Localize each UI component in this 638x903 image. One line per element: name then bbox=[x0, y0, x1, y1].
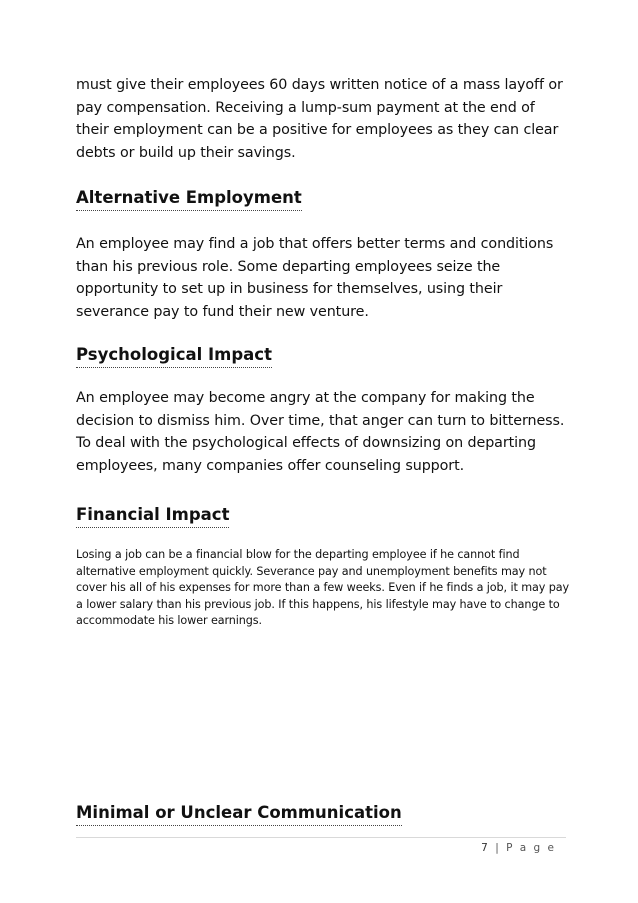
intro-paragraph: must give their employees 60 days written notice of a mass layoff or pay compensation. Receiving a lump-sum payment at the end of their employment can be a positive for employees as they can clear debts or build up their savings. bbox=[76, 77, 563, 161]
heading-alternative-employment: Alternative Employment bbox=[76, 187, 302, 211]
heading-financial-impact: Financial Impact bbox=[76, 504, 229, 528]
page-number: 7 bbox=[481, 842, 490, 854]
page-footer bbox=[481, 841, 556, 855]
heading-minimal-communication: Minimal or Unclear Communication bbox=[76, 802, 402, 826]
footer-separator: | bbox=[495, 842, 501, 854]
financial-impact-paragraph: Losing a job can be a financial blow for the departing employee if he cannot find alternative employment quickly. Severance pay and unemployment benefits may not cover his all of his expenses for more than a few weeks. Even if he finds a job, it may pay a lower salary than his previous job. If this happens, his lifestyle may have to change to accommodate his lower earnings. bbox=[76, 548, 570, 627]
alternative-employment-paragraph: An employee may find a job that offers better terms and conditions than his previous role. Some departing employees seize the opportunity to set up in business for themselves, using their severance pay to fund their new venture. bbox=[76, 236, 554, 320]
page-label: P a g e bbox=[506, 842, 556, 854]
footer-divider bbox=[76, 837, 566, 838]
psychological-impact-paragraph: An employee may become angry at the company for making the decision to dismiss him. Over time, that anger can turn to bitterness. To deal with the psychological effects of downsizing on departing employees, many companies offer counseling support. bbox=[76, 390, 565, 474]
heading-psychological-impact: Psychological Impact bbox=[76, 344, 272, 368]
